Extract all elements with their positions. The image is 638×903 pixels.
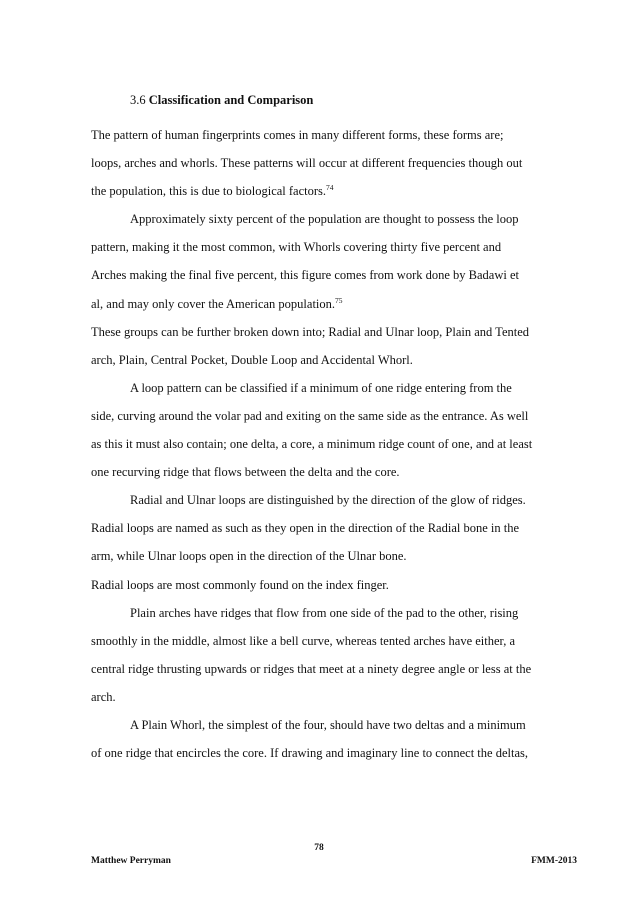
- body-line: Radial loops are named as such as they open in the direction of the Radial bone in the: [91, 521, 520, 535]
- body-line: Plain arches have ridges that flow from one side of the pad to the other, rising: [130, 606, 519, 620]
- body-line: Radial and Ulnar loops are distinguished by the direction of the glow of ridges.: [130, 493, 526, 507]
- body-line: Radial loops are most commonly found on the index finger.: [91, 578, 389, 592]
- body-line: arm, while Ulnar loops open in the direction of the Ulnar bone.: [91, 549, 407, 563]
- footnote-ref: 75: [335, 296, 343, 305]
- body-line: as this it must also contain; one delta, a core, a minimum ridge count of one, and at least: [91, 437, 533, 451]
- body-line: central ridge thrusting upwards or ridges that meet at a ninety degree angle or less at the: [91, 662, 532, 676]
- body-line: of one ridge that encircles the core. If drawing and imaginary line to connect the deltas,: [91, 746, 528, 760]
- section-title: Classification and Comparison: [148, 93, 314, 107]
- footnote-ref: 74: [326, 183, 334, 192]
- body-line: arch, Plain, Central Pocket, Double Loop and Accidental Whorl.: [91, 353, 413, 367]
- body-line: one recurving ridge that flows between the delta and the core.: [91, 465, 400, 479]
- body-line: Approximately sixty percent of the population are thought to possess the loop: [130, 212, 519, 226]
- page-number: 78: [314, 843, 324, 853]
- body-line: These groups can be further broken down into; Radial and Ulnar loop, Plain and Tented: [91, 325, 530, 339]
- body-line: A loop pattern can be classified if a minimum of one ridge entering from the: [130, 381, 512, 395]
- footer-code: FMM-2013: [531, 856, 577, 866]
- body-line: loops, arches and whorls. These patterns will occur at different frequencies though out: [91, 156, 523, 170]
- body-line: the population, this is due to biological factors.$^{74}$: [91, 183, 334, 198]
- body-line: smoothly in the middle, almost like a bell curve, whereas tented arches have either, a: [91, 634, 516, 648]
- body-line: pattern, making it the most common, with Whorls covering thirty five percent and: [91, 240, 502, 254]
- body-line: arch.: [91, 690, 116, 704]
- body-line: Arches making the final five percent, this figure comes from work done by Badawi et: [91, 268, 519, 282]
- body-line: al, and may only cover the American population.$^{75}$: [91, 296, 343, 311]
- body-line: The pattern of human fingerprints comes in many different forms, these forms are;: [91, 128, 504, 142]
- section-number: 3.6: [130, 93, 146, 107]
- footer-author: Matthew Perryman: [91, 856, 171, 866]
- body-line: side, curving around the volar pad and exiting on the same side as the entrance. As well: [91, 409, 529, 423]
- body-line: A Plain Whorl, the simplest of the four, should have two deltas and a minimum: [130, 718, 526, 732]
- section-heading: [130, 93, 313, 108]
